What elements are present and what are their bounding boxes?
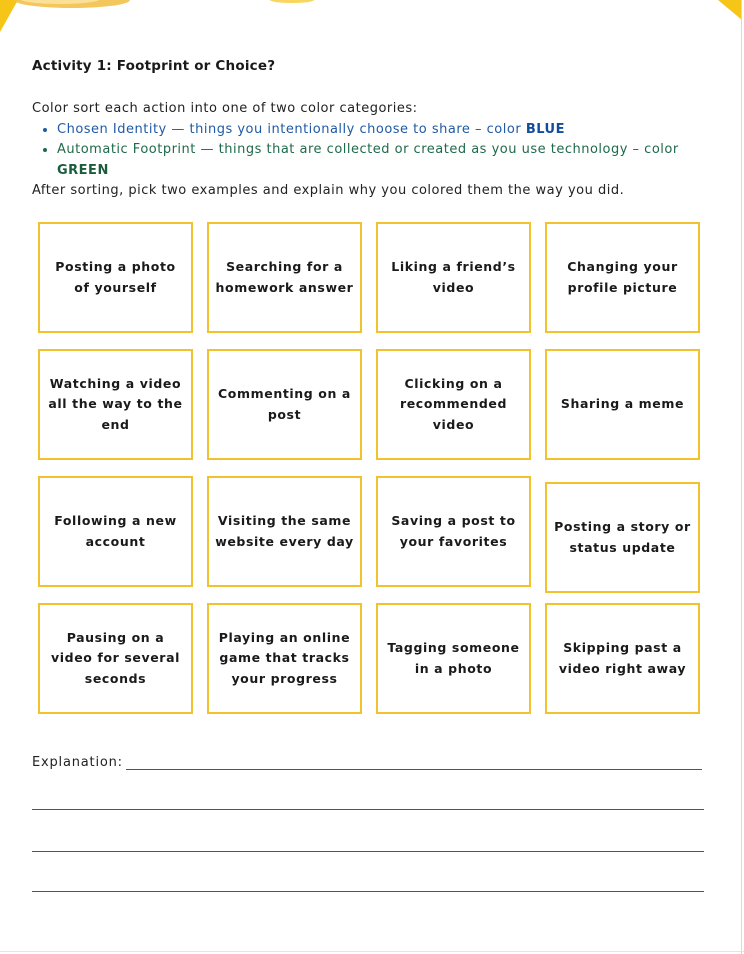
card-label: Pausing on a video for several seconds	[51, 629, 180, 686]
action-card[interactable]	[545, 603, 700, 714]
card-label: Saving a post to your favorites	[391, 513, 516, 549]
category-description: — things you intentionally choose to share – color	[166, 121, 526, 137]
explanation-line[interactable]	[32, 851, 704, 852]
action-card[interactable]	[207, 603, 362, 714]
activity-title: Activity 1: Footprint or Choice?	[32, 58, 276, 74]
action-card[interactable]	[207, 222, 362, 333]
instructions-block	[32, 99, 722, 202]
card-label: Visiting the same website every day	[215, 513, 354, 549]
card-label: Playing an online game that tracks your progress	[218, 629, 351, 686]
card-label: Tagging someone in a photo	[387, 640, 520, 676]
explanation-label: Explanation:	[32, 755, 123, 770]
category-color-word: BLUE	[525, 121, 565, 137]
yellow-corner-left-decoration	[0, 0, 140, 40]
action-card[interactable]	[376, 603, 531, 714]
card-label: Commenting on a post	[218, 386, 351, 422]
explanation-line[interactable]	[32, 809, 704, 810]
action-card[interactable]	[545, 482, 700, 593]
card-label: Liking a friend’s video	[391, 259, 516, 295]
card-label: Clicking on a recommended video	[399, 375, 508, 432]
card-label: Sharing a meme	[560, 396, 685, 412]
card-label: Changing your profile picture	[567, 259, 678, 295]
card-label: Skipping past a video right away	[558, 640, 687, 676]
action-card[interactable]	[376, 476, 531, 587]
category-item-chosen-identity	[57, 120, 722, 141]
action-card[interactable]	[376, 349, 531, 460]
action-card[interactable]	[207, 349, 362, 460]
page-edge-bottom	[0, 951, 744, 952]
category-list	[32, 120, 722, 182]
card-label: Watching a video all the way to the end	[48, 375, 183, 432]
card-label: Following a new account	[54, 513, 177, 549]
action-card[interactable]	[38, 349, 193, 460]
instructions-text: Color sort each action into one of two color categories:	[32, 101, 418, 116]
card-label: Searching for a homework answer	[215, 259, 354, 295]
category-description: — things that are collected or created as you use technology – color	[195, 142, 679, 157]
yellow-arc-decoration	[262, 0, 322, 6]
action-card[interactable]	[545, 222, 700, 333]
action-card[interactable]	[38, 603, 193, 714]
page-edge-right	[741, 0, 742, 954]
action-card[interactable]	[376, 222, 531, 333]
explanation-line[interactable]	[126, 769, 702, 770]
category-name: Chosen Identity	[57, 121, 167, 137]
category-item-automatic-footprint	[57, 140, 722, 181]
action-card[interactable]	[38, 222, 193, 333]
action-card[interactable]	[545, 349, 700, 460]
followup-text: After sorting, pick two examples and explain why you colored them the way you did.	[32, 183, 625, 198]
yellow-corner-right-decoration	[718, 0, 742, 22]
card-label: Posting a photo of yourself	[55, 259, 176, 295]
action-card[interactable]	[207, 476, 362, 587]
action-card[interactable]	[38, 476, 193, 587]
explanation-line[interactable]	[32, 891, 704, 892]
category-name: Automatic Footprint	[57, 142, 196, 157]
card-label: Posting a story or status update	[554, 519, 691, 555]
category-color-word: GREEN	[57, 162, 109, 178]
